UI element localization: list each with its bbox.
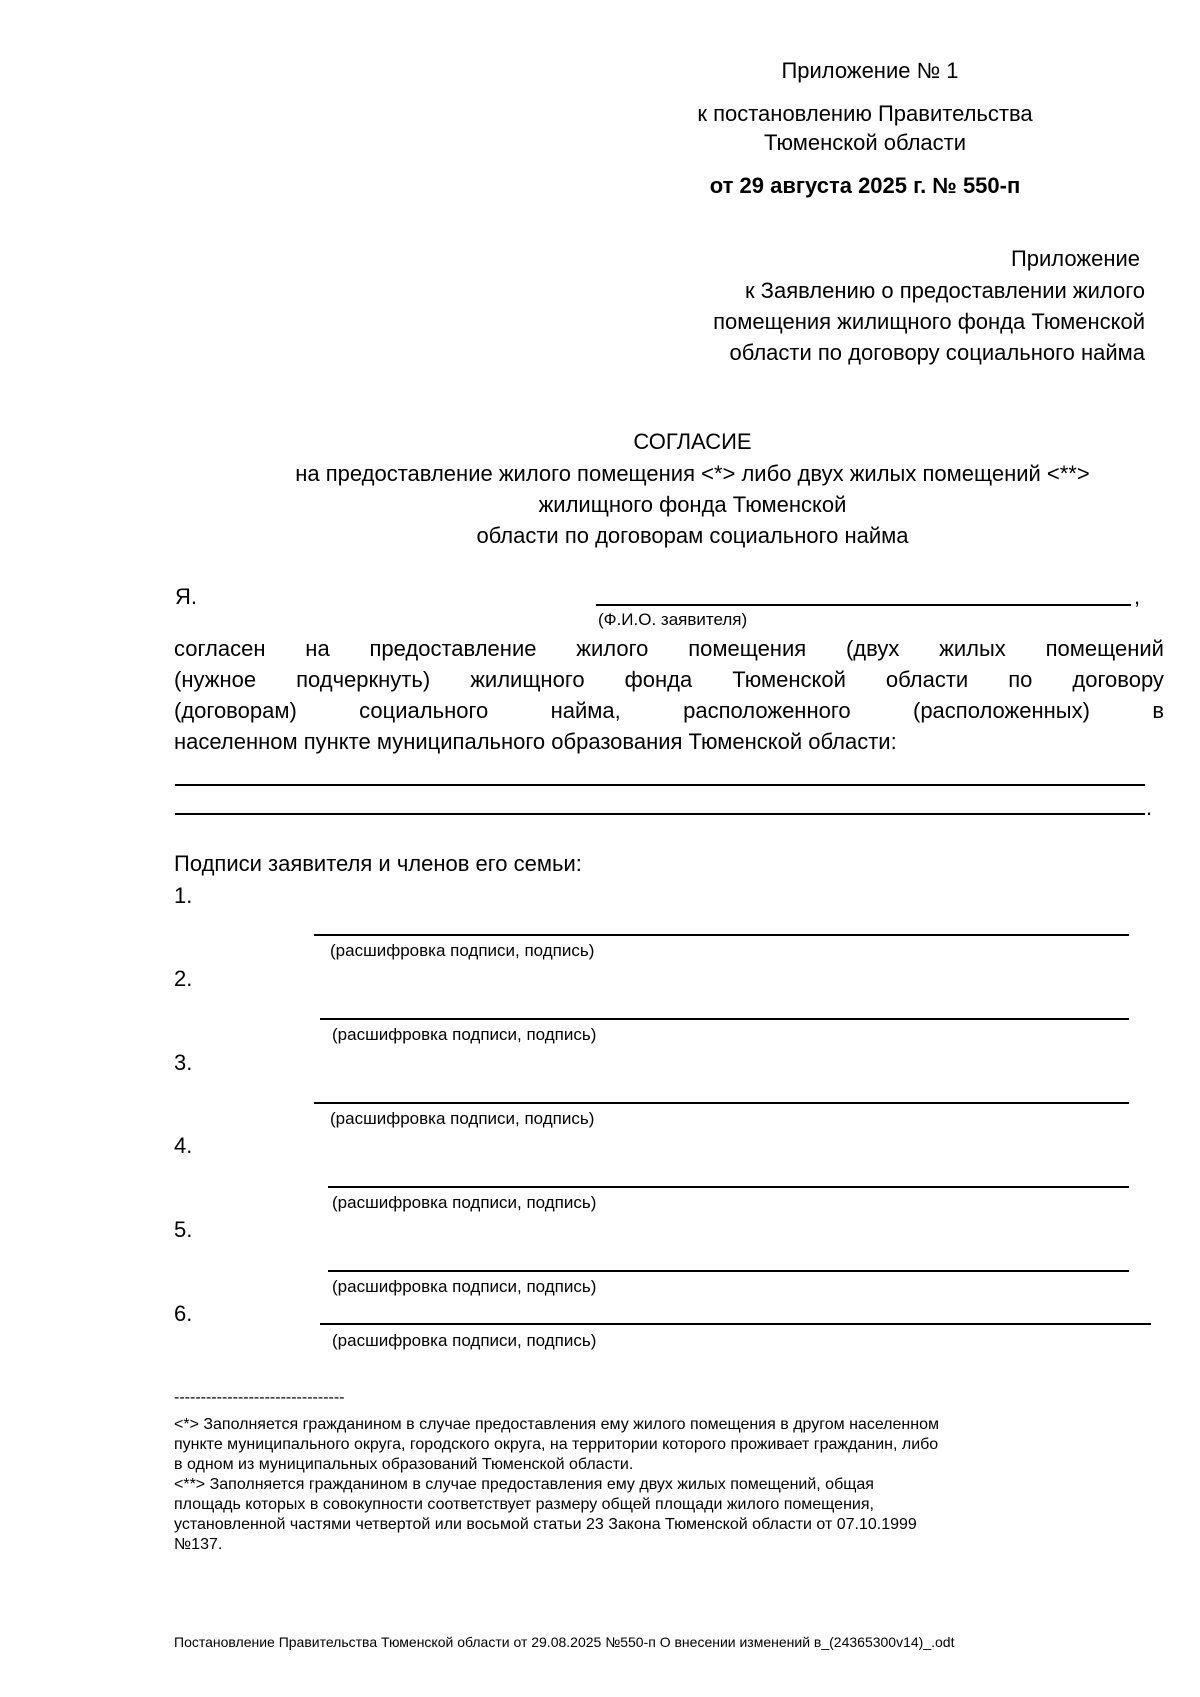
signature-line-6[interactable]	[320, 1323, 1151, 1325]
signatures-heading: Подписи заявителя и членов его семьи:	[174, 851, 582, 876]
signature-caption-4: (расшифровка подписи, подпись)	[332, 1193, 597, 1212]
consent-line-2: (нужное подчеркнуть) жилищного фонда Тюменской области по договору	[174, 667, 1164, 692]
footnote-1-line-2: пункте муниципального округа, городского округа, на территории которого проживает гражданин, либо	[174, 1436, 939, 1453]
signature-line-1[interactable]	[314, 934, 1129, 936]
consent-subtitle-1: на предоставление жилого помещения <*> либо двух жилых помещений <**>	[295, 461, 1090, 486]
consent-line-1: согласен на предоставление жилого помещения (двух жилых помещений	[174, 636, 1164, 661]
signature-number-5: 5.	[174, 1217, 193, 1242]
signature-number-3: 3.	[174, 1050, 193, 1075]
footnote-2-line-3: установленной частями четвертой или восьмой статьи 23 Закона Тюменской области от 07.10.1999	[174, 1516, 917, 1533]
signature-number-2: 2.	[174, 966, 193, 991]
sub-appendix-line-1: к Заявлению о предоставлении жилого	[744, 278, 1145, 303]
sub-appendix-line-2: помещения жилищного фонда Тюменской	[713, 309, 1145, 334]
footnote-1-line-1: <*> Заполняется гражданином в случае предоставления ему жилого помещения в другом населенном	[174, 1416, 939, 1433]
consent-line-3: (договорам) социального найма, расположенного (расположенных) в	[174, 698, 1164, 723]
applicant-prefix: Я.	[175, 584, 197, 609]
settlement-fill-line-2[interactable]	[175, 813, 1145, 815]
footnote-2-line-2: площадь которых в совокупности соответствует размеру общей площади жилого помещения,	[174, 1496, 874, 1513]
settlement-fill-line-1[interactable]	[175, 784, 1145, 786]
signature-line-5[interactable]	[328, 1270, 1129, 1272]
signature-line-3[interactable]	[314, 1102, 1129, 1104]
applicant-name-caption: (Ф.И.О. заявителя)	[598, 610, 748, 629]
signature-number-4: 4.	[174, 1133, 193, 1158]
consent-paragraph	[174, 636, 1164, 760]
signature-number-1: 1.	[174, 883, 193, 908]
page-footer: Постановление Правительства Тюменской области от 29.08.2025 №550-п О внесении изменений в_(24365300v14)_.odt	[174, 1634, 955, 1650]
footnote-1-line-3: в одном из муниципальных образований Тюменской области.	[174, 1456, 634, 1473]
consent-line-4: населенном пункте муниципального образования Тюменской области:	[174, 729, 897, 754]
signature-line-2[interactable]	[320, 1018, 1129, 1020]
footnotes-block	[174, 1415, 939, 1555]
sub-appendix-line-3: области по договору социального найма	[729, 340, 1145, 365]
signature-line-4[interactable]	[328, 1186, 1129, 1188]
signature-caption-3: (расшифровка подписи, подпись)	[330, 1109, 595, 1128]
resolution-line-1: к постановлению Правительства	[697, 101, 1033, 126]
consent-subtitle-3: области по договорам социального найма	[476, 523, 909, 548]
sub-appendix-title: Приложение	[1010, 246, 1140, 271]
signature-caption-2: (расшифровка подписи, подпись)	[332, 1025, 597, 1044]
appendix-number: Приложение № 1	[781, 58, 959, 83]
signature-caption-6: (расшифровка подписи, подпись)	[332, 1331, 597, 1350]
footnote-2-line-1: <**> Заполняется гражданином в случае предоставления ему двух жилых помещений, общая	[174, 1476, 874, 1493]
settlement-period: .	[1146, 795, 1153, 820]
footnote-2-line-4: №137.	[174, 1536, 223, 1553]
signature-number-6: 6.	[174, 1301, 193, 1326]
resolution-reference: от 29 августа 2025 г. № 550-п	[709, 173, 1021, 198]
consent-heading: СОГЛАСИЕ	[633, 429, 752, 454]
consent-subtitle-2: жилищного фонда Тюменской	[538, 492, 847, 517]
signature-caption-1: (расшифровка подписи, подпись)	[330, 941, 595, 960]
applicant-comma: ,	[1134, 584, 1141, 609]
applicant-name-line[interactable]	[596, 604, 1131, 606]
footnote-separator: --------------------------------	[174, 1389, 345, 1406]
signature-caption-5: (расшифровка подписи, подпись)	[332, 1277, 597, 1296]
resolution-line-2: Тюменской области	[763, 130, 967, 155]
